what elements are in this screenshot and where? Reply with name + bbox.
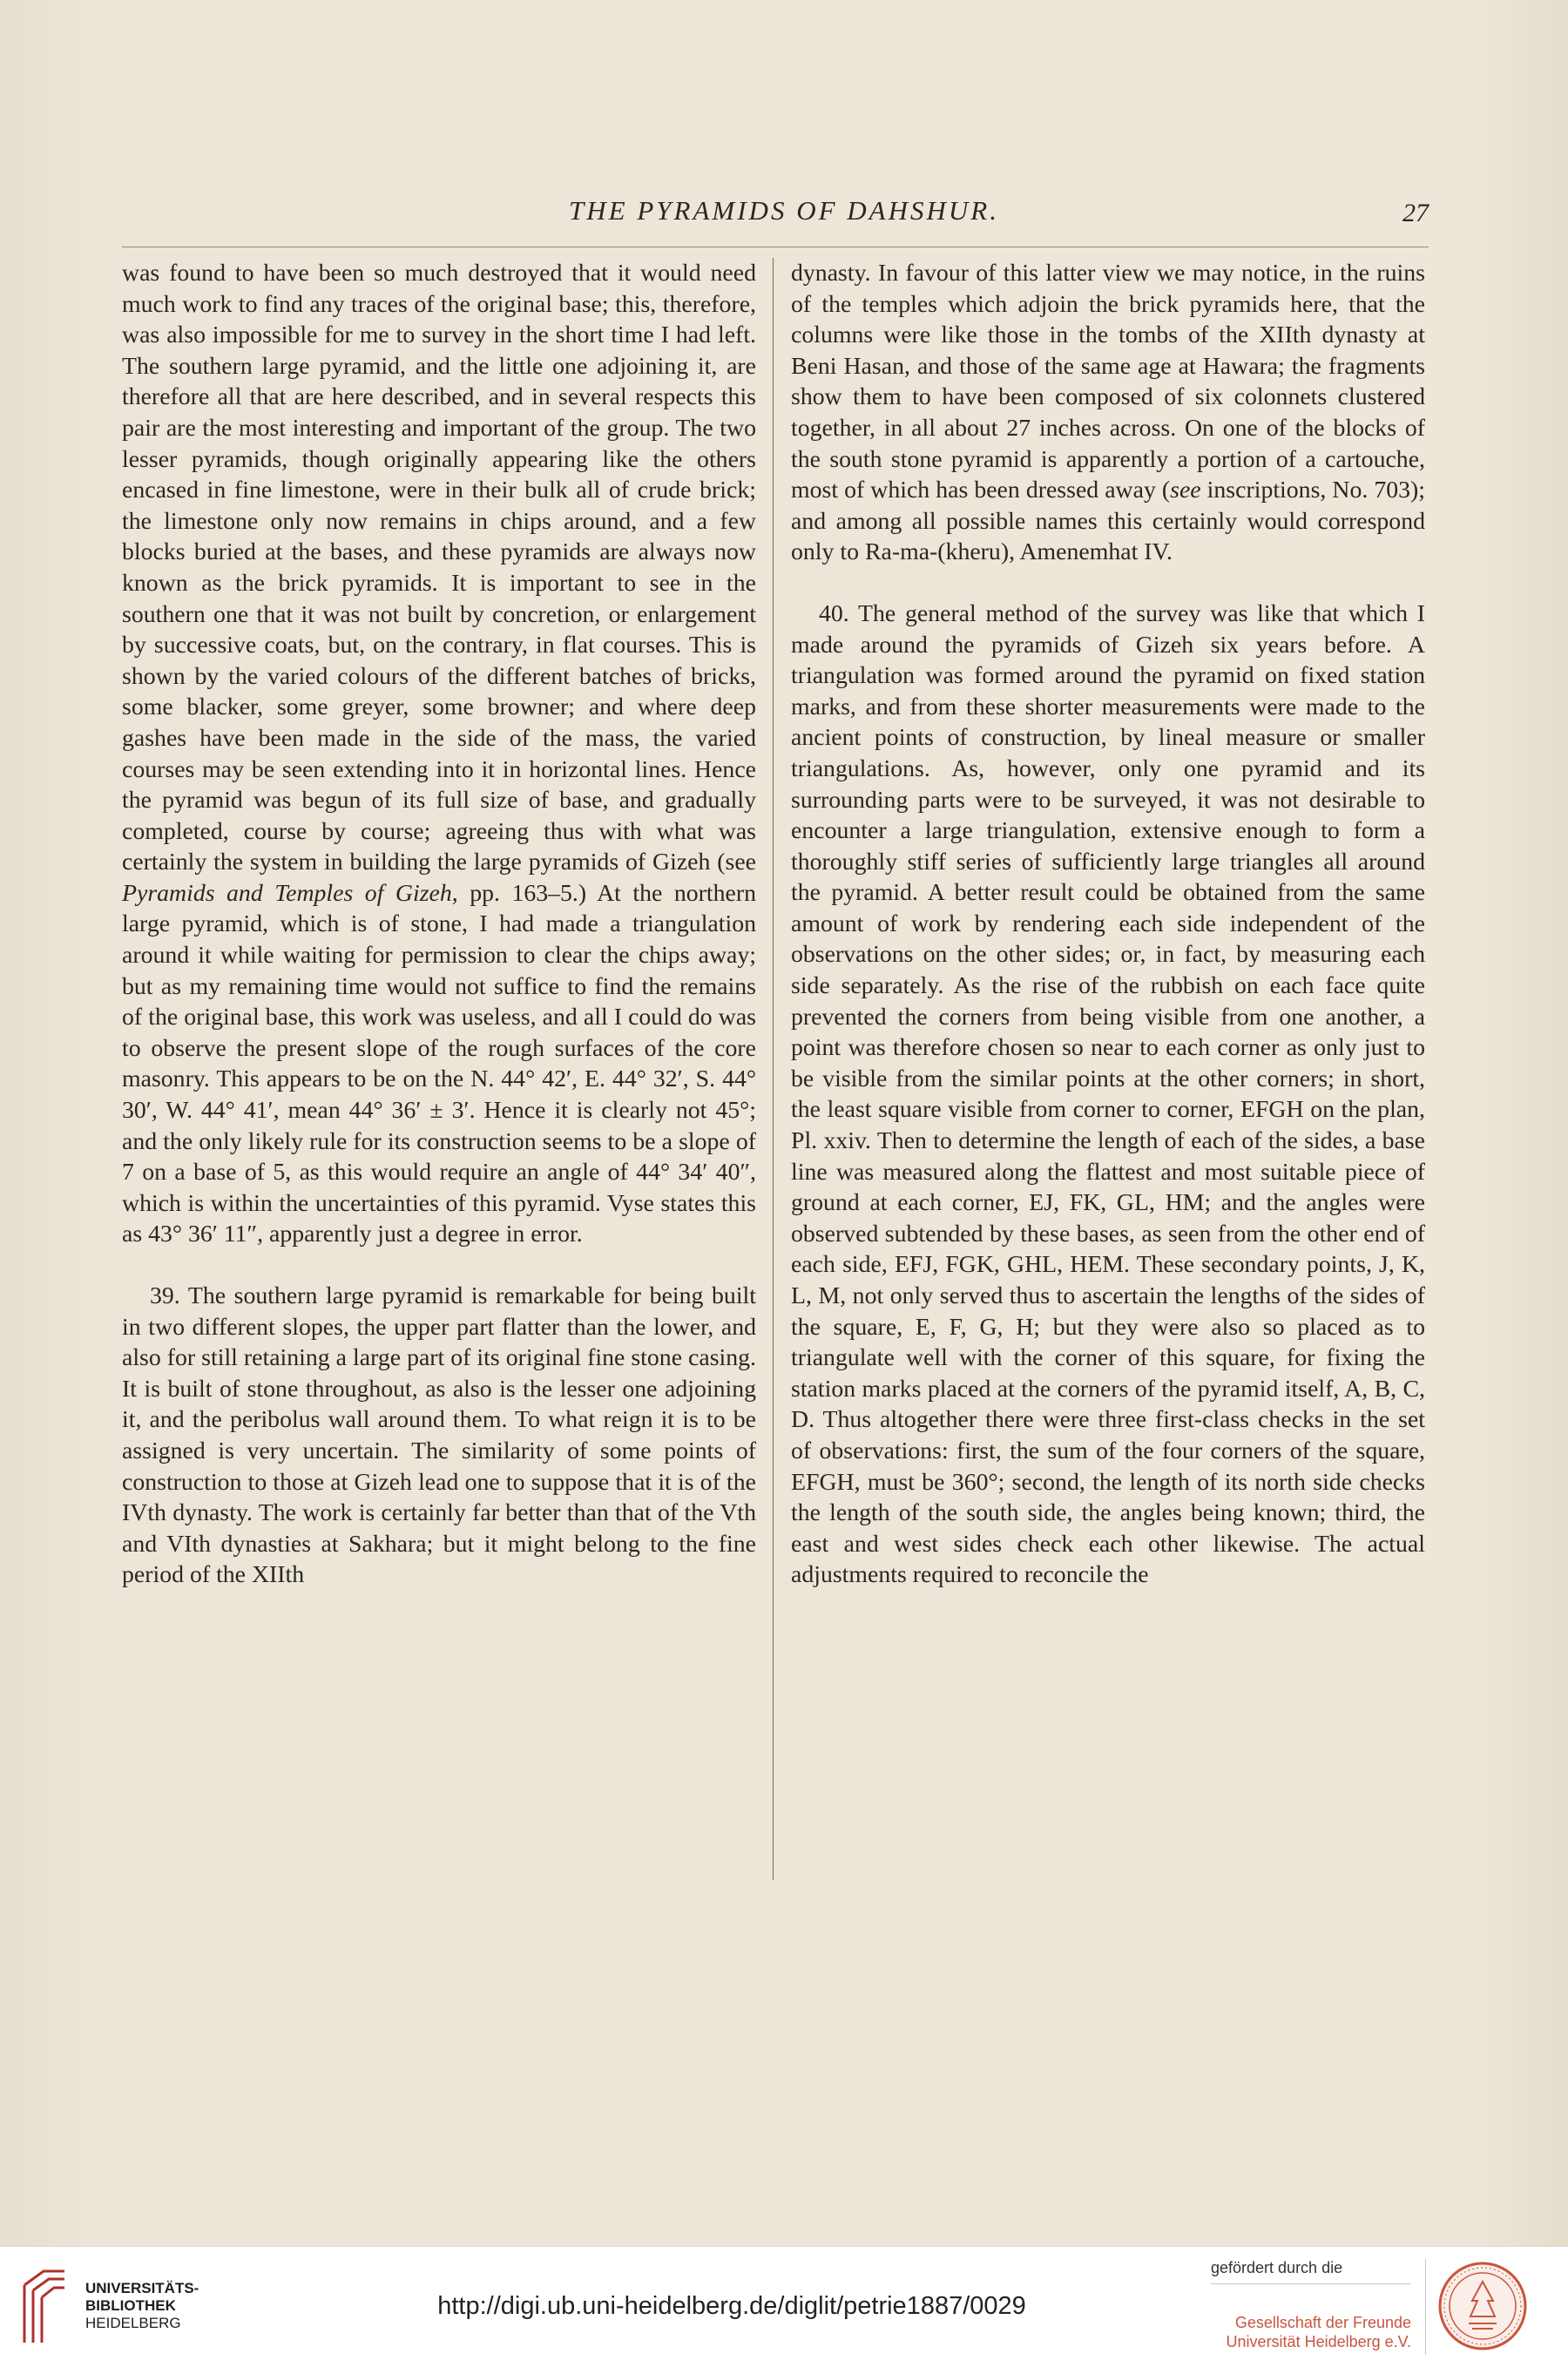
sponsor-divider [1211,2283,1411,2284]
sponsor-label: gefördert durch die [1211,2259,1343,2276]
sponsor-separator [1425,2259,1426,2355]
digitization-footer [0,2246,1568,2367]
right-paragraph-1-text: dynasty. In favour of this latter view we may notice, in the ruins of the temples which adjoin the brick pyramids here, that the columns were like those in the tombs of the XIIth dynasty at Beni Hasan, and those of the same age at Hawara; the fragments show them to have been composed of six colonnets clustered together, in all about 27 inches across. On one of the blocks of the south stone pyramid is apparently a portion of a cartouche, most of which has been dressed away ( [791,260,1425,504]
library-name-line-3: HEIDELBERG [85,2315,181,2331]
right-column [791,258,1425,1591]
column-divider [773,258,774,1880]
right-paragraph-1-tail: inscriptions, No. 703); and among all possible names this certainly would correspond only to Ra-ma-(kheru), Amenemhat IV. [791,477,1426,566]
left-paragraph-39: 39. The southern large pyramid is remarkable for being built in two different slopes, the upper part flatter than the lower, and also for still retaining a large part of its original fine stone casing. It is built of stone throughout, as also is the lesser one adjoining it, and the peribolus wall around them. To what reign it is to be assigned is very uncertain. The similarity of some points of construction to those at Gizeh lead one to suppose that it is of the IVth dynasty. The work is certainly far better than that of the Vth and VIth dynasties at Sakhara; but it might belong to the fine period of the XIIth [122,1282,756,1589]
sponsor-name-line-2: Universität Heidelberg e.V. [1226,2333,1411,2350]
reference-title: Pyramids and Temples of Gizeh [122,879,452,907]
library-name-line-2: BIBLIOTHEK [85,2297,176,2314]
right-paragraph-40: 40. The general method of the survey was like that which I made around the pyramids of Gizeh six years before. A triangulation was formed around the pyramid on fixed station marks, and from these shorter measurements were made to the ancient points of construction, by lineal measure or smaller triangulations. As, however, only one pyramid and its surrounding parts were to be surveyed, it was not desirable to encounter a large triangulation, extensive enough to form a thoroughly stiff series of sufficiently large triangles all around the pyramid. A better result could be obtained from the same amount of work by rendering each side independent of the observations on the other sides; or, in fact, by measuring each side separately. As the rise of the rubbish on each face quite prevented the corners from being visible from one another, a point was therefore chosen so near to each corner as only just to be visible from the similar points at the other corners; in short, the least square visible from corner to corner, EFGH on the plan, Pl. xxiv. Then to determine the length of each of the sides, a base line was measured along the flattest and most suitable piece of ground at each corner, EJ, FK, GL, HM; and the angles were observed subtended by these bases, as seen from the other end of each side, EFJ, FGK, GHL, HEM. These secondary points, J, K, L, M, not only served thus to ascertain the lengths of the sides of the square, E, F, G, H; but they were also so placed as to triangulate well with the corner of this square, for fixing the station marks placed at the corners of the pyramid itself, A, B, C, D. Thus altogether there were three first-class checks in the set of observations: first, the sum of the four corners of the square, EFGH, must be 360°; second, the length of its north side checks the length of the south side, the angles being known; third, the east and west sides check each other likewise. The actual adjustments required to reconcile the [791,599,1425,1589]
left-column [122,258,756,1591]
left-paragraph-1 [122,258,756,1250]
left-paragraph-1-tail: , pp. 163–5.) At the northern large pyramid, which is of stone, I had made a triangulation around it while waiting for permission to clear the chips away; but as my remaining time would not suffice to find the remains of the original base, this work was useless, and all I could do was to observe the present slope of the rough surfaces of the core masonry. This appears to be on the N. 44° 42′, E. 44° 32′, S. 44° 30′, W. 44° 41′, mean 44° 36′ ± 3′. Hence it is clearly not 45°; and the only likely rule for its construction seems to be a slope of 7 on a base of 5, as this would require an angle of 44° 34′ 40″, which is within the uncertainties of this pyramid. Vyse states this as 43° 36′ 11″, apparently just a degree in error. [122,879,756,1248]
permalink-url[interactable]: http://digi.ub.uni-heidelberg.de/diglit/petrie1887/0029 [437,2292,1026,2320]
running-head [0,195,1568,230]
page-number: 27 [1402,199,1429,227]
library-name [85,2280,199,2332]
right-paragraph-1 [791,258,1425,568]
left-paragraph-1-text: was found to have been so much destroyed that it would need much work to find any traces of the original base; this, therefore, was also impossible for me to survey in the short time I had left. The southern large pyramid, and the little one adjoining it, are therefore all that are here described, and in several respects this pair are the most interesting and important of the group. The two lesser pyramids, though originally appearing like the others encased in fine limestone, were in their bulk all of crude brick; the limestone only now remains in chips around, and a few blocks buried at the bases, and these pyramids are always now known as the brick pyramids. It is important to see in the southern one that it was not built by concretion, or enlargement by successive coats, but, on the contrary, in flat courses. This is shown by the varied colours of the different batches of bricks, some blacker, some greyer, some browner; and where deep gashes have been made in the side of the mass, the varied courses may be seen extending into it in horizontal lines. Hence the pyramid was begun of its full size of base, and gradually completed, course by course; agreeing thus with what was certainly the system in building the large pyramids of Gizeh (see [122,260,756,876]
running-title: THE PYRAMIDS OF DAHSHUR. [569,195,999,226]
sponsor-name[interactable] [1211,2313,1411,2351]
library-name-line-1: UNIVERSITÄTS- [85,2280,199,2296]
university-seal-icon [1437,2261,1528,2351]
ub-heidelberg-logo-icon[interactable] [17,2266,71,2346]
sponsor-name-line-1: Gesellschaft der Freunde [1234,2314,1411,2331]
see-reference: see [1170,477,1201,504]
